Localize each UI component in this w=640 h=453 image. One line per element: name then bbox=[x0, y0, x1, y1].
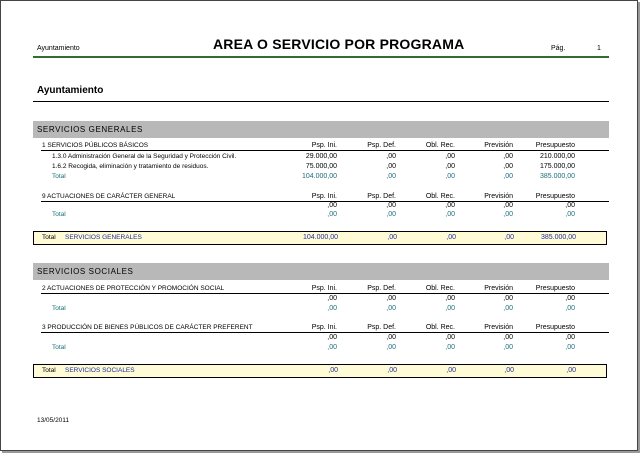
cell: ,00 bbox=[327, 334, 337, 341]
group-title: 9 ACTUACIONES DE CARÁCTER GENERAL bbox=[42, 193, 176, 200]
section-grand-total bbox=[33, 231, 607, 245]
total-cell: 385.000,00 bbox=[539, 173, 575, 180]
cell: ,00 bbox=[503, 295, 513, 302]
group-divider bbox=[41, 293, 609, 294]
total-cell: ,00 bbox=[327, 211, 337, 218]
entity-heading: Ayuntamiento bbox=[37, 85, 104, 96]
cell: ,00 bbox=[503, 163, 513, 170]
total-cell: ,00 bbox=[445, 211, 455, 218]
group-total-label: Total bbox=[52, 305, 66, 312]
group-total-label: Total bbox=[52, 173, 66, 180]
total-cell: ,00 bbox=[327, 344, 337, 351]
total-cell: ,00 bbox=[386, 173, 396, 180]
cell: ,00 bbox=[503, 153, 513, 160]
cell: ,00 bbox=[445, 163, 455, 170]
group-title: 3 PRODUCCIÓN DE BIENES PÚBLICOS DE CARÁCTER PREFERENT bbox=[42, 324, 253, 331]
total-cell: ,00 bbox=[445, 173, 455, 180]
col-header-obl-rec: Obl. Rec. bbox=[425, 285, 455, 292]
col-header-psp-def: Psp. Def. bbox=[367, 324, 396, 331]
cell: ,00 bbox=[445, 202, 455, 209]
section-header-servicios-sociales bbox=[33, 263, 609, 280]
col-header-prevision: Previsión bbox=[484, 324, 513, 331]
group-title: 2 ACTUACIONES DE PROTECCIÓN Y PROMOCIÓN SOCIAL bbox=[42, 285, 225, 292]
col-header-psp-def: Psp. Def. bbox=[367, 142, 396, 149]
section-title: SERVICIOS SOCIALES bbox=[37, 267, 134, 276]
cell: ,00 bbox=[445, 295, 455, 302]
grand-total-cell: ,00 bbox=[504, 367, 514, 374]
cell: ,00 bbox=[386, 202, 396, 209]
total-cell: ,00 bbox=[503, 305, 513, 312]
total-cell: ,00 bbox=[565, 211, 575, 218]
section-title: SERVICIOS GENERALES bbox=[37, 125, 143, 134]
grand-total-cell: ,00 bbox=[504, 234, 514, 241]
section-grand-total bbox=[33, 364, 607, 378]
cell: 29.000,00 bbox=[305, 153, 337, 160]
grand-total-name: SERVICIOS GENERALES bbox=[65, 234, 142, 241]
total-cell: ,00 bbox=[386, 344, 396, 351]
grand-total-cell: ,00 bbox=[446, 367, 456, 374]
page-label: Pág. bbox=[551, 45, 566, 52]
total-cell: 104.000,00 bbox=[301, 173, 337, 180]
col-header-presupuesto: Presupuesto bbox=[535, 142, 575, 149]
cell: ,00 bbox=[386, 334, 396, 341]
cell: ,00 bbox=[565, 202, 575, 209]
cell: ,00 bbox=[503, 334, 513, 341]
grand-total-cell: ,00 bbox=[566, 367, 576, 374]
col-header-prevision: Previsión bbox=[484, 193, 513, 200]
grand-total-cell: ,00 bbox=[387, 234, 397, 241]
col-header-obl-rec: Obl. Rec. bbox=[425, 142, 455, 149]
cell: ,00 bbox=[445, 334, 455, 341]
cell: ,00 bbox=[327, 295, 337, 302]
cell: 175.000,00 bbox=[539, 163, 575, 170]
row-label: 1.3.0 Administración General de la Seguridad y Protección Civil. bbox=[52, 153, 237, 160]
col-header-presupuesto: Presupuesto bbox=[535, 193, 575, 200]
total-cell: ,00 bbox=[565, 344, 575, 351]
col-header-obl-rec: Obl. Rec. bbox=[425, 324, 455, 331]
col-header-psp-ini: Psp. Ini. bbox=[311, 142, 337, 149]
cell: 75.000,00 bbox=[305, 163, 337, 170]
header-divider bbox=[33, 56, 609, 58]
grand-total-cell: 385.000,00 bbox=[540, 234, 576, 241]
cell: ,00 bbox=[565, 334, 575, 341]
row-label: 1.6.2 Recogida, eliminación y tratamiento de residuos. bbox=[52, 163, 209, 170]
grand-total-cell: ,00 bbox=[387, 367, 397, 374]
group-divider bbox=[41, 332, 609, 333]
col-header-psp-ini: Psp. Ini. bbox=[311, 324, 337, 331]
total-cell: ,00 bbox=[386, 211, 396, 218]
total-cell: ,00 bbox=[565, 305, 575, 312]
grand-total-label: Total bbox=[42, 367, 56, 374]
total-cell: ,00 bbox=[503, 211, 513, 218]
grand-total-cell: ,00 bbox=[328, 367, 338, 374]
grand-total-name: SERVICIOS SOCIALES bbox=[65, 367, 135, 374]
total-cell: ,00 bbox=[445, 305, 455, 312]
cell: ,00 bbox=[386, 163, 396, 170]
total-cell: ,00 bbox=[445, 344, 455, 351]
cell: ,00 bbox=[503, 202, 513, 209]
header-entity-label: Ayuntamiento bbox=[37, 45, 80, 52]
group-title: 1 SERVICIOS PÚBLICOS BÁSICOS bbox=[42, 142, 149, 149]
col-header-psp-def: Psp. Def. bbox=[367, 285, 396, 292]
page-number: 1 bbox=[597, 45, 601, 52]
entity-divider bbox=[33, 101, 609, 102]
col-header-prevision: Previsión bbox=[484, 142, 513, 149]
total-cell: ,00 bbox=[386, 305, 396, 312]
col-header-presupuesto: Presupuesto bbox=[535, 324, 575, 331]
cell: ,00 bbox=[386, 295, 396, 302]
grand-total-cell: ,00 bbox=[446, 234, 456, 241]
total-cell: ,00 bbox=[503, 344, 513, 351]
cell: ,00 bbox=[327, 202, 337, 209]
col-header-psp-ini: Psp. Ini. bbox=[311, 193, 337, 200]
report-title: AREA O SERVICIO POR PROGRAMA bbox=[213, 36, 465, 52]
cell: ,00 bbox=[445, 153, 455, 160]
grand-total-cell: 104.000,00 bbox=[302, 234, 338, 241]
cell: ,00 bbox=[386, 153, 396, 160]
group-divider bbox=[41, 150, 609, 151]
grand-total-label: Total bbox=[42, 234, 56, 241]
col-header-prevision: Previsión bbox=[484, 285, 513, 292]
col-header-presupuesto: Presupuesto bbox=[535, 285, 575, 292]
group-total-label: Total bbox=[52, 211, 66, 218]
section-header-servicios-generales bbox=[33, 121, 609, 138]
col-header-psp-ini: Psp. Ini. bbox=[311, 285, 337, 292]
total-cell: ,00 bbox=[327, 305, 337, 312]
cell: 210.000,00 bbox=[539, 153, 575, 160]
col-header-psp-def: Psp. Def. bbox=[367, 193, 396, 200]
cell: ,00 bbox=[565, 295, 575, 302]
col-header-obl-rec: Obl. Rec. bbox=[425, 193, 455, 200]
group-total-label: Total bbox=[52, 344, 66, 351]
total-cell: ,00 bbox=[503, 173, 513, 180]
footer-date: 13/05/2011 bbox=[37, 417, 70, 424]
